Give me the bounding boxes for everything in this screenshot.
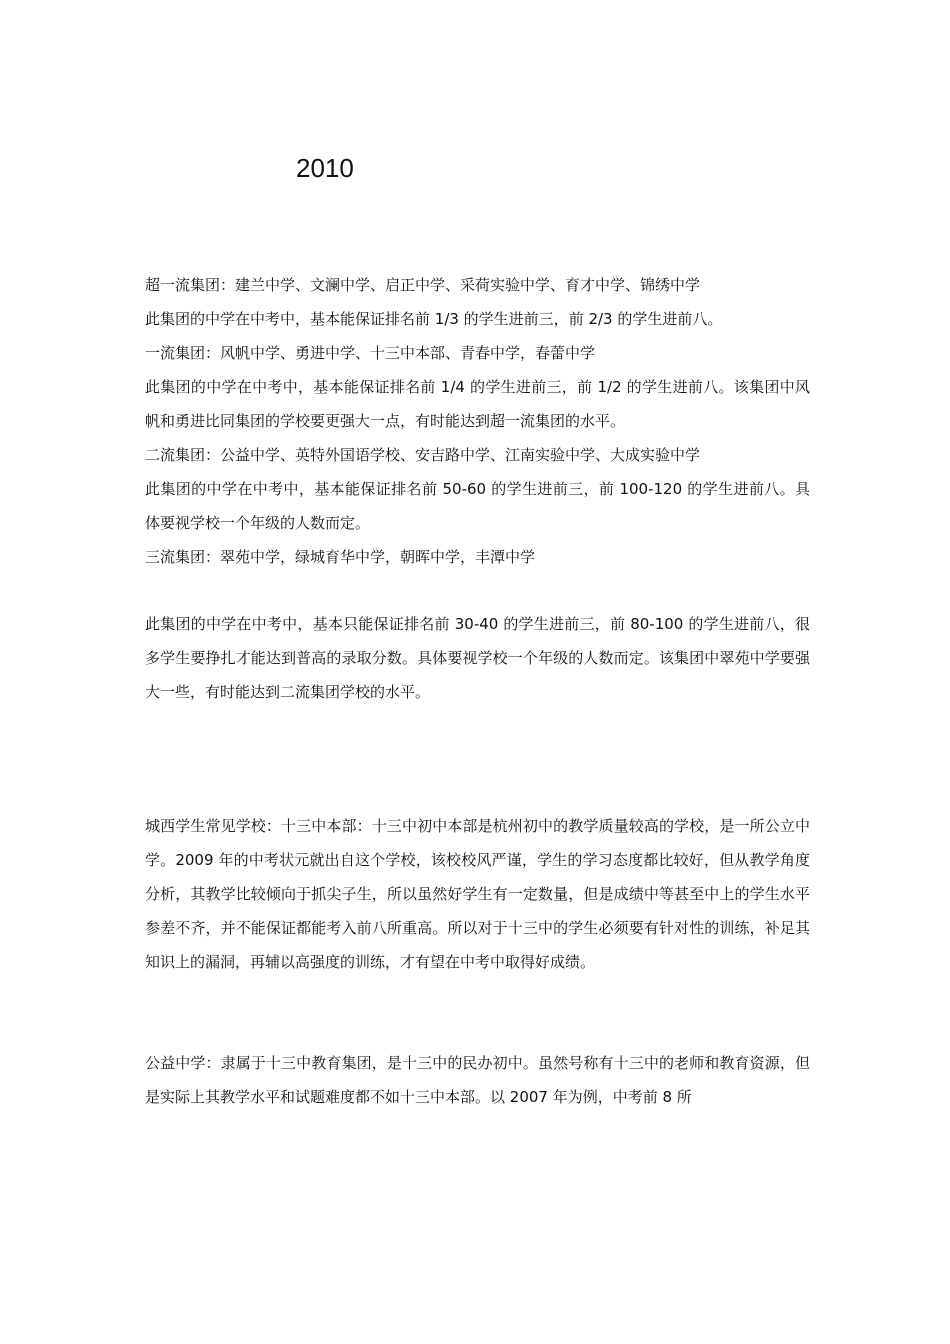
document-body (145, 268, 810, 1114)
spacer (145, 574, 810, 607)
group-description-third-tier: 此集团的中学在中考中，基本只能保证排名前 30-40 的学生进前三，前 80-100 的学生进前八，很多学生要挣扎才能达到普高的录取分数。具体要视学校一个年级的人数而定。该集团中翠苑中学要强大一些，有时能达到二流集团学校的水平。 (145, 615, 810, 701)
spacer (145, 709, 810, 809)
paragraph-gongyi: 公益中学：隶属于十三中教育集团，是十三中的民办初中。虽然号称有十三中的老师和教育资源，但是实际上其教学水平和试题难度都不如十三中本部。以 2007 年为例，中考前 8 所 (145, 1054, 810, 1106)
document-title: 2010 (296, 153, 354, 183)
paragraph-shisanzhong: 城西学生常见学校：十三中本部：十三中初中本部是杭州初中的教学质量较高的学校，是一所公立中学。2009 年的中考状元就出自这个学校，该校校风严谨，学生的学习态度都比较好，但从教学角度分析，其教学比较倾向于抓尖子生，所以虽然好学生有一定数量，但是成绩中等甚至中上的学生水平参差不齐，并不能保证都能考入前八所重高。所以对于十三中的学生必须要有针对性的训练，补足其知识上的漏洞，再辅以高强度的训练，才有望在中考中取得好成绩。 (145, 817, 810, 971)
group-heading-super-first-tier: 超一流集团：建兰中学、文澜中学、启正中学、采荷实验中学、育才中学、锦绣中学 (145, 276, 701, 294)
group-heading-first-tier: 一流集团：风帆中学、勇进中学、十三中本部、青春中学，春蕾中学 (145, 344, 596, 362)
group-description-super-first-tier: 此集团的中学在中考中，基本能保证排名前 1/3 的学生进前三，前 2/3 的学生进前八。 (145, 310, 723, 328)
group-heading-third-tier: 三流集团：翠苑中学，绿城育华中学，朝晖中学，丰潭中学 (145, 548, 536, 566)
spacer (145, 979, 810, 1046)
group-description-second-tier: 此集团的中学在中考中，基本能保证排名前 50-60 的学生进前三，前 100-120 的学生进前八。具体要视学校一个年级的人数而定。 (145, 480, 810, 532)
group-heading-second-tier: 二流集团：公益中学、英特外国语学校、安吉路中学、江南实验中学、大成实验中学 (145, 446, 701, 464)
group-description-first-tier: 此集团的中学在中考中，基本能保证排名前 1/4 的学生进前三，前 1/2 的学生进前八。该集团中风帆和勇进比同集团的学校要更强大一点，有时能达到超一流集团的水平。 (145, 378, 810, 430)
